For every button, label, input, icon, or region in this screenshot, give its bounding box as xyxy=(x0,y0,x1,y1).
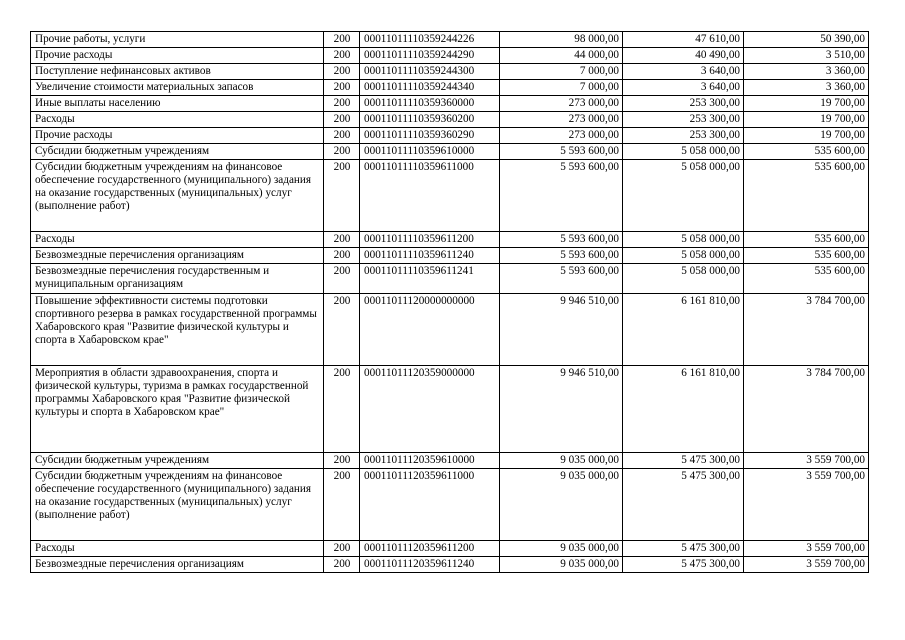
row-approved-amount: 273 000,00 xyxy=(500,112,623,128)
row-unexecuted-amount: 535 600,00 xyxy=(744,144,869,160)
row-name: Расходы xyxy=(31,112,324,128)
table-row xyxy=(31,96,869,112)
row-executed-amount: 253 300,00 xyxy=(623,96,744,112)
row-unexecuted-amount: 3 559 700,00 xyxy=(744,469,869,541)
row-budget-code: 00011011110359611241 xyxy=(360,264,500,294)
row-name: Субсидии бюджетным учреждениям xyxy=(31,144,324,160)
row-budget-code: 00011011110359244290 xyxy=(360,48,500,64)
row-executed-amount: 6 161 810,00 xyxy=(623,294,744,366)
row-name: Субсидии бюджетным учреждениям на финансовое обеспечение государственного (муниципального) задания на оказание государственных (муниципальных) услуг (выполнение работ) xyxy=(31,469,324,541)
row-executed-amount: 5 475 300,00 xyxy=(623,541,744,557)
row-unexecuted-amount: 3 559 700,00 xyxy=(744,557,869,573)
row-unexecuted-amount: 19 700,00 xyxy=(744,128,869,144)
row-unexecuted-amount: 3 784 700,00 xyxy=(744,366,869,453)
row-line-code: 200 xyxy=(324,80,360,96)
row-budget-code: 00011011110359360200 xyxy=(360,112,500,128)
row-executed-amount: 253 300,00 xyxy=(623,128,744,144)
row-name: Увеличение стоимости материальных запасов xyxy=(31,80,324,96)
row-line-code: 200 xyxy=(324,144,360,160)
row-name: Субсидии бюджетным учреждениям на финансовое обеспечение государственного (муниципального) задания на оказание государственных (муниципальных) услуг (выполнение работ) xyxy=(31,160,324,232)
row-approved-amount: 98 000,00 xyxy=(500,32,623,48)
row-executed-amount: 5 058 000,00 xyxy=(623,248,744,264)
table-row xyxy=(31,144,869,160)
row-budget-code: 00011011110359244226 xyxy=(360,32,500,48)
row-approved-amount: 7 000,00 xyxy=(500,64,623,80)
table-row xyxy=(31,453,869,469)
table-row xyxy=(31,541,869,557)
row-name: Прочие расходы xyxy=(31,128,324,144)
row-line-code: 200 xyxy=(324,294,360,366)
table-row xyxy=(31,64,869,80)
row-unexecuted-amount: 535 600,00 xyxy=(744,160,869,232)
row-name: Повышение эффективности системы подготовки спортивного резерва в рамках государственной программы Хабаровского края "Развитие физической культуры и спорта в Хабаровском крае" xyxy=(31,294,324,366)
table-row xyxy=(31,264,869,294)
row-executed-amount: 40 490,00 xyxy=(623,48,744,64)
row-unexecuted-amount: 3 360,00 xyxy=(744,64,869,80)
row-budget-code: 00011011110359244340 xyxy=(360,80,500,96)
table-row xyxy=(31,232,869,248)
table-row xyxy=(31,294,869,366)
row-approved-amount: 5 593 600,00 xyxy=(500,160,623,232)
table-row xyxy=(31,248,869,264)
row-name: Субсидии бюджетным учреждениям xyxy=(31,453,324,469)
row-name: Безвозмездные перечисления организациям xyxy=(31,248,324,264)
table-body xyxy=(31,32,869,573)
row-executed-amount: 5 475 300,00 xyxy=(623,453,744,469)
row-approved-amount: 44 000,00 xyxy=(500,48,623,64)
row-budget-code: 00011011120359611200 xyxy=(360,541,500,557)
row-approved-amount: 9 946 510,00 xyxy=(500,294,623,366)
row-approved-amount: 9 035 000,00 xyxy=(500,557,623,573)
row-executed-amount: 47 610,00 xyxy=(623,32,744,48)
row-budget-code: 00011011110359360290 xyxy=(360,128,500,144)
row-line-code: 200 xyxy=(324,366,360,453)
table-row xyxy=(31,128,869,144)
row-name: Расходы xyxy=(31,232,324,248)
row-name: Расходы xyxy=(31,541,324,557)
row-approved-amount: 7 000,00 xyxy=(500,80,623,96)
row-line-code: 200 xyxy=(324,64,360,80)
row-executed-amount: 6 161 810,00 xyxy=(623,366,744,453)
row-unexecuted-amount: 535 600,00 xyxy=(744,264,869,294)
row-budget-code: 00011011120359610000 xyxy=(360,453,500,469)
table-row xyxy=(31,469,869,541)
row-budget-code: 00011011110359611000 xyxy=(360,160,500,232)
table-row xyxy=(31,112,869,128)
row-name: Безвозмездные перечисления организациям xyxy=(31,557,324,573)
row-line-code: 200 xyxy=(324,112,360,128)
row-unexecuted-amount: 535 600,00 xyxy=(744,232,869,248)
row-name: Прочие работы, услуги xyxy=(31,32,324,48)
row-executed-amount: 3 640,00 xyxy=(623,64,744,80)
row-budget-code: 00011011120359000000 xyxy=(360,366,500,453)
row-name: Иные выплаты населению xyxy=(31,96,324,112)
row-unexecuted-amount: 3 559 700,00 xyxy=(744,541,869,557)
row-executed-amount: 5 058 000,00 xyxy=(623,144,744,160)
row-line-code: 200 xyxy=(324,48,360,64)
row-budget-code: 00011011110359610000 xyxy=(360,144,500,160)
row-budget-code: 00011011110359611200 xyxy=(360,232,500,248)
row-executed-amount: 5 058 000,00 xyxy=(623,160,744,232)
row-executed-amount: 5 058 000,00 xyxy=(623,232,744,248)
row-approved-amount: 5 593 600,00 xyxy=(500,248,623,264)
row-unexecuted-amount: 3 559 700,00 xyxy=(744,453,869,469)
row-executed-amount: 253 300,00 xyxy=(623,112,744,128)
row-approved-amount: 273 000,00 xyxy=(500,128,623,144)
row-line-code: 200 xyxy=(324,128,360,144)
row-approved-amount: 9 035 000,00 xyxy=(500,453,623,469)
row-executed-amount: 5 058 000,00 xyxy=(623,264,744,294)
row-budget-code: 00011011120359611000 xyxy=(360,469,500,541)
table-row xyxy=(31,557,869,573)
row-unexecuted-amount: 3 360,00 xyxy=(744,80,869,96)
row-line-code: 200 xyxy=(324,453,360,469)
row-budget-code: 00011011120359611240 xyxy=(360,557,500,573)
row-line-code: 200 xyxy=(324,541,360,557)
row-line-code: 200 xyxy=(324,96,360,112)
row-line-code: 200 xyxy=(324,469,360,541)
table-row xyxy=(31,32,869,48)
row-approved-amount: 5 593 600,00 xyxy=(500,264,623,294)
row-approved-amount: 9 035 000,00 xyxy=(500,541,623,557)
row-unexecuted-amount: 3 784 700,00 xyxy=(744,294,869,366)
row-approved-amount: 5 593 600,00 xyxy=(500,144,623,160)
row-executed-amount: 5 475 300,00 xyxy=(623,557,744,573)
row-approved-amount: 9 946 510,00 xyxy=(500,366,623,453)
table-row xyxy=(31,48,869,64)
row-unexecuted-amount: 19 700,00 xyxy=(744,96,869,112)
row-name: Мероприятия в области здравоохранения, спорта и физической культуры, туризма в рамках государственной программы Хабаровского края "Развитие физической культуры и спорта в Хабаровском крае" xyxy=(31,366,324,453)
table-row xyxy=(31,80,869,96)
row-budget-code: 00011011110359360000 xyxy=(360,96,500,112)
row-unexecuted-amount: 3 510,00 xyxy=(744,48,869,64)
budget-table xyxy=(30,31,869,573)
table-row xyxy=(31,366,869,453)
row-approved-amount: 273 000,00 xyxy=(500,96,623,112)
row-unexecuted-amount: 50 390,00 xyxy=(744,32,869,48)
row-budget-code: 00011011120000000000 xyxy=(360,294,500,366)
row-executed-amount: 3 640,00 xyxy=(623,80,744,96)
row-name: Безвозмездные перечисления государственным и муниципальным организациям xyxy=(31,264,324,294)
row-approved-amount: 9 035 000,00 xyxy=(500,469,623,541)
row-approved-amount: 5 593 600,00 xyxy=(500,232,623,248)
row-unexecuted-amount: 19 700,00 xyxy=(744,112,869,128)
row-line-code: 200 xyxy=(324,248,360,264)
row-line-code: 200 xyxy=(324,160,360,232)
row-line-code: 200 xyxy=(324,232,360,248)
row-executed-amount: 5 475 300,00 xyxy=(623,469,744,541)
row-budget-code: 00011011110359244300 xyxy=(360,64,500,80)
document-page xyxy=(30,31,869,573)
table-row xyxy=(31,160,869,232)
row-line-code: 200 xyxy=(324,557,360,573)
row-budget-code: 00011011110359611240 xyxy=(360,248,500,264)
row-unexecuted-amount: 535 600,00 xyxy=(744,248,869,264)
row-line-code: 200 xyxy=(324,264,360,294)
row-name: Прочие расходы xyxy=(31,48,324,64)
row-line-code: 200 xyxy=(324,32,360,48)
row-name: Поступление нефинансовых активов xyxy=(31,64,324,80)
